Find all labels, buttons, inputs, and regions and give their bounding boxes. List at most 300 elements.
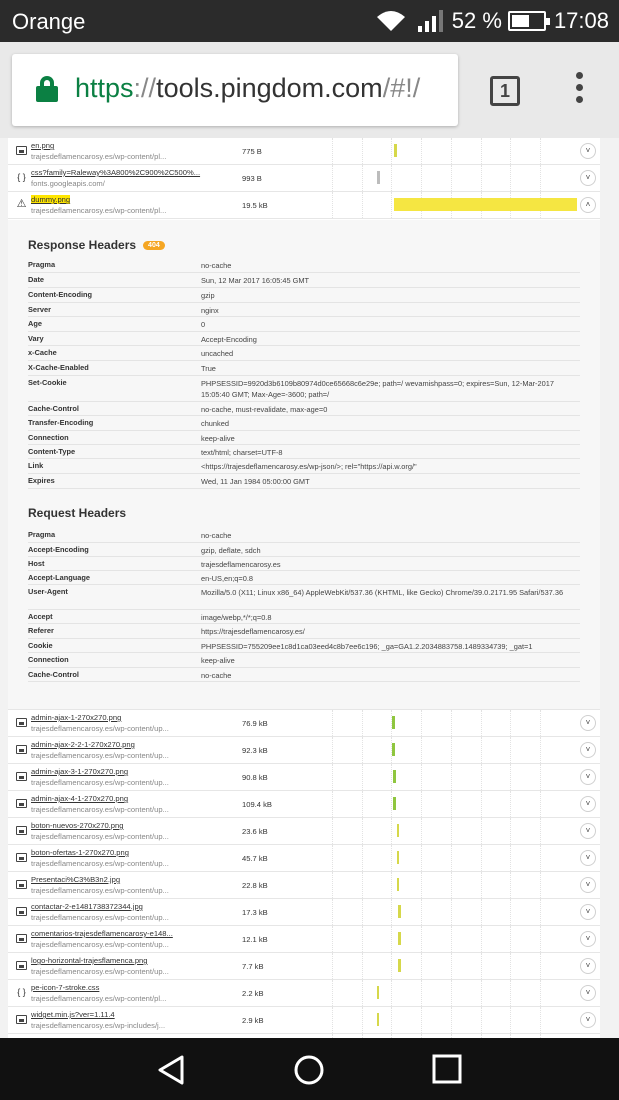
waterfall-track (302, 872, 570, 898)
timeline-gridline (481, 953, 482, 979)
header-key: Pragma (28, 530, 56, 539)
header-value: True (201, 364, 216, 373)
timeline-gridline (540, 953, 541, 979)
back-icon[interactable] (156, 1054, 186, 1086)
timeline-gridline (332, 926, 333, 952)
header-row (28, 303, 580, 317)
file-name-link[interactable]: Presentaci%C3%B3n2.jpg (31, 875, 121, 884)
timeline-gridline (481, 980, 482, 1006)
request-row[interactable] (8, 138, 600, 165)
header-value: keep-alive (201, 656, 235, 665)
header-value: no-cache (201, 531, 232, 540)
timeline-gridline (332, 845, 333, 871)
file-path: trajesdeflamencarosy.es/wp-content/pl... (31, 206, 167, 215)
header-row (28, 317, 580, 332)
timing-bar[interactable] (397, 878, 399, 891)
header-value: PHPSESSID=755209ee1c8d1ca03eed4c8b7ee6c196; _ga=GA1.2.2034883758.1489334739; _gat=1 (201, 642, 533, 651)
header-key: Accept-Encoding (28, 545, 89, 554)
timeline-gridline (481, 845, 482, 871)
carrier-name: Orange (12, 9, 86, 34)
chevron-down-icon[interactable]: ˅ (580, 850, 596, 866)
chevron-down-icon[interactable]: ˅ (580, 1012, 596, 1028)
timeline-gridline (391, 899, 392, 925)
chevron-down-icon[interactable]: ˅ (580, 170, 596, 186)
waterfall-track (302, 953, 570, 979)
timeline-gridline (481, 899, 482, 925)
page-content[interactable] (0, 138, 619, 1038)
file-name-link[interactable]: boton-nuevos-270x270.png (31, 821, 124, 830)
header-row (28, 416, 580, 431)
waterfall-panel (8, 138, 600, 1038)
file-path: fonts.googleapis.com/ (31, 179, 105, 188)
header-key: Pragma (28, 260, 56, 269)
request-headers-title: Request Headers (28, 506, 127, 520)
header-key: Vary (28, 334, 44, 343)
timeline-gridline (332, 818, 333, 844)
waterfall-track (302, 737, 570, 763)
warning-icon: ⚠ (16, 198, 27, 210)
header-value: image/webp,*/*;q=0.8 (201, 613, 272, 622)
header-key: x-Cache (28, 348, 57, 357)
header-row (28, 474, 580, 489)
timeline-gridline (540, 165, 541, 191)
header-row (28, 571, 580, 585)
header-key: Date (28, 275, 45, 284)
header-key: Server (28, 305, 52, 314)
header-row (28, 459, 580, 474)
timeline-gridline (421, 764, 422, 790)
timeline-gridline (421, 1007, 422, 1033)
timeline-gridline (332, 872, 333, 898)
browser-toolbar (0, 42, 619, 138)
timing-bar[interactable] (377, 986, 379, 999)
waterfall-track (302, 845, 570, 871)
file-size: 22.8 kB (242, 881, 268, 890)
waterfall-track (302, 192, 570, 218)
timeline-gridline (421, 791, 422, 817)
timeline-gridline (451, 818, 452, 844)
timeline-gridline (540, 926, 541, 952)
timeline-gridline (332, 1007, 333, 1033)
timeline-gridline (481, 926, 482, 952)
file-path: trajesdeflamencarosy.es/wp-content/up... (31, 805, 169, 814)
header-value: https://trajesdeflamencarosy.es/ (201, 627, 305, 636)
header-key: Cookie (28, 641, 53, 650)
timeline-gridline (540, 845, 541, 871)
waterfall-track (302, 791, 570, 817)
header-key: X-Cache-Enabled (28, 363, 89, 372)
timeline-gridline (451, 138, 452, 164)
response-headers-title: Response Headers 404 (28, 238, 165, 252)
header-row (28, 431, 580, 445)
timing-bar[interactable] (392, 716, 395, 729)
timeline-gridline (362, 926, 363, 952)
header-details (8, 220, 600, 710)
timeline-gridline (362, 1007, 363, 1033)
android-nav-bar (0, 1038, 619, 1100)
timeline-gridline (540, 818, 541, 844)
timeline-gridline (421, 818, 422, 844)
timeline-gridline (421, 926, 422, 952)
header-value: en-US,en;q=0.8 (201, 574, 253, 583)
timeline-gridline (510, 791, 511, 817)
file-size: 19.5 kB (242, 201, 268, 210)
image-file-icon (16, 799, 27, 808)
timing-bar[interactable] (393, 770, 396, 783)
home-icon[interactable] (293, 1054, 325, 1086)
timeline-gridline (540, 764, 541, 790)
timeline-gridline (451, 737, 452, 763)
chevron-down-icon[interactable]: ˅ (580, 904, 596, 920)
image-file-icon (16, 826, 27, 835)
timing-bar[interactable] (398, 932, 400, 945)
status-badge: 404 (143, 241, 165, 250)
header-value: <https://trajesdeflamencarosy.es/wp-json/>; rel="https://api.w.org/" (201, 462, 417, 471)
header-key: Referer (28, 626, 54, 635)
timeline-gridline (362, 165, 363, 191)
chevron-down-icon[interactable]: ˅ (580, 742, 596, 758)
timing-bar[interactable] (394, 144, 396, 157)
header-value: nginx (201, 306, 219, 315)
file-name-link[interactable]: widget.min.js?ver=1.11.4 (31, 1010, 115, 1019)
css-file-icon: { } (17, 987, 26, 997)
file-path: trajesdeflamencarosy.es/wp-content/up... (31, 832, 169, 841)
header-value: gzip (201, 291, 215, 300)
timeline-gridline (391, 845, 392, 871)
timeline-gridline (481, 165, 482, 191)
request-row[interactable] (8, 872, 600, 899)
recents-icon[interactable] (432, 1054, 462, 1084)
file-path: trajesdeflamencarosy.es/wp-includes/j... (31, 1021, 166, 1030)
waterfall-track (302, 980, 570, 1006)
timeline-gridline (510, 138, 511, 164)
header-row (28, 332, 580, 346)
file-name-link[interactable]: contactar-2-e1481738372344.jpg (31, 902, 143, 911)
tab-switcher-button[interactable]: 1 (490, 76, 520, 106)
file-size: 12.1 kB (242, 935, 268, 944)
file-path: trajesdeflamencarosy.es/wp-content/pl... (31, 994, 167, 1003)
battery-percent: 52 % (451, 8, 502, 33)
file-size: 76.9 kB (242, 719, 268, 728)
file-name-link[interactable]: boton-ofertas-1-270x270.png (31, 848, 129, 857)
header-row (28, 528, 580, 543)
timeline-gridline (510, 764, 511, 790)
timeline-gridline (540, 710, 541, 736)
timeline-gridline (362, 845, 363, 871)
timeline-gridline (332, 737, 333, 763)
url-text[interactable]: https://tools.pingdom.com/#!/ (75, 73, 421, 103)
header-row (28, 273, 580, 288)
file-size: 23.6 kB (242, 827, 268, 836)
header-key: Link (28, 461, 44, 470)
file-path: trajesdeflamencarosy.es/wp-content/up... (31, 967, 169, 976)
header-value: Wed, 11 Jan 1984 05:00:00 GMT (201, 477, 310, 486)
file-size: 2.9 kB (242, 1016, 264, 1025)
file-name-link[interactable]: logo-horizontal-trajesflamenca.png (31, 956, 148, 965)
file-path: trajesdeflamencarosy.es/wp-content/up... (31, 859, 169, 868)
waterfall-track (302, 1007, 570, 1033)
request-row[interactable] (8, 980, 600, 1007)
clock: 17:08 (553, 8, 609, 33)
file-name-link[interactable]: css?family=Raleway%3A800%2C900%2C500%... (31, 168, 201, 177)
timeline-gridline (362, 737, 363, 763)
timeline-gridline (332, 764, 333, 790)
timeline-gridline (421, 845, 422, 871)
file-path: trajesdeflamencarosy.es/wp-content/pl... (31, 152, 167, 161)
header-key: Connection (28, 433, 69, 442)
file-name-link[interactable]: dummy.png (31, 195, 71, 204)
chevron-down-icon[interactable]: ˅ (580, 715, 596, 731)
header-row (28, 639, 580, 653)
timeline-gridline (362, 764, 363, 790)
request-row[interactable] (8, 818, 600, 845)
header-row (28, 376, 580, 402)
timeline-gridline (362, 899, 363, 925)
timeline-gridline (421, 165, 422, 191)
chevron-down-icon[interactable]: ˅ (580, 958, 596, 974)
lock-icon[interactable] (36, 76, 58, 102)
header-value: uncached (201, 349, 234, 358)
waterfall-track (302, 138, 570, 164)
timeline-gridline (510, 926, 511, 952)
header-row (28, 258, 580, 273)
header-value: gzip, deflate, sdch (201, 546, 261, 555)
header-key: Content-Encoding (28, 290, 93, 299)
script-file-icon (16, 1015, 27, 1024)
file-path: trajesdeflamencarosy.es/wp-content/up... (31, 751, 169, 760)
timeline-gridline (451, 165, 452, 191)
header-key: Transfer-Encoding (28, 418, 94, 427)
timing-bar[interactable] (398, 905, 400, 918)
file-name-link[interactable]: admin-ajax-3-1-270x270.png (31, 767, 129, 776)
timeline-gridline (451, 1007, 452, 1033)
timeline-gridline (451, 980, 452, 1006)
request-row[interactable] (8, 926, 600, 953)
file-size: 2.2 kB (242, 989, 264, 998)
chevron-down-icon[interactable]: ˅ (580, 931, 596, 947)
header-value: text/html; charset=UTF-8 (201, 448, 283, 457)
image-file-icon (16, 880, 27, 889)
timeline-gridline (362, 791, 363, 817)
file-size: 17.3 kB (242, 908, 268, 917)
request-row[interactable] (8, 165, 600, 192)
file-path: trajesdeflamencarosy.es/wp-content/up... (31, 940, 169, 949)
timeline-gridline (451, 845, 452, 871)
request-row[interactable] (8, 192, 600, 219)
chevron-down-icon[interactable]: ˅ (580, 985, 596, 1001)
file-size: 45.7 kB (242, 854, 268, 863)
overflow-menu-icon[interactable] (572, 72, 586, 108)
timeline-gridline (481, 710, 482, 736)
timing-bar[interactable] (397, 851, 399, 864)
header-row (28, 585, 580, 610)
timeline-gridline (362, 192, 363, 218)
header-value: PHPSESSID=9920d3b6109b80974d0ce65668c6e29e; path=/ wevamishpass=0; expires=Sun, 12-Mar-2017 15:05:40 GMT; Max-Age=-3600; path=/ (201, 379, 554, 399)
timeline-gridline (391, 138, 392, 164)
timing-bar[interactable] (377, 171, 380, 184)
battery-icon (508, 11, 546, 31)
timeline-gridline (332, 710, 333, 736)
chevron-up-icon[interactable]: ˄ (580, 197, 596, 213)
timeline-gridline (540, 980, 541, 1006)
timing-bar[interactable] (397, 824, 399, 837)
css-file-icon: { } (17, 172, 26, 182)
timeline-gridline (391, 953, 392, 979)
header-value: no-cache, must-revalidate, max-age=0 (201, 405, 328, 414)
image-file-icon (16, 907, 27, 916)
file-name-link[interactable]: admin-ajax-4-1-270x270.png (31, 794, 129, 803)
header-value: no-cache (201, 261, 232, 270)
file-name-link[interactable]: en.png (31, 141, 55, 150)
timeline-gridline (421, 710, 422, 736)
timing-bar[interactable] (393, 797, 396, 810)
timeline-gridline (391, 192, 392, 218)
file-path: trajesdeflamencarosy.es/wp-content/up... (31, 778, 169, 787)
timeline-gridline (540, 138, 541, 164)
timeline-gridline (451, 710, 452, 736)
timeline-gridline (510, 980, 511, 1006)
status-bar (0, 0, 619, 42)
header-row (28, 288, 580, 303)
timeline-gridline (481, 737, 482, 763)
header-row (28, 610, 580, 624)
file-size: 775 B (242, 147, 262, 156)
file-name-link[interactable]: admin-ajax-1-270x270.png (31, 713, 122, 722)
timeline-gridline (510, 1007, 511, 1033)
timeline-gridline (421, 899, 422, 925)
timeline-gridline (481, 1007, 482, 1033)
chevron-down-icon[interactable]: ˅ (580, 877, 596, 893)
image-file-icon (16, 772, 27, 781)
timeline-gridline (540, 791, 541, 817)
timeline-gridline (510, 845, 511, 871)
timeline-gridline (332, 980, 333, 1006)
header-key: Age (28, 319, 42, 328)
file-size: 92.3 kB (242, 746, 268, 755)
timeline-gridline (481, 872, 482, 898)
file-size: 993 B (242, 174, 262, 183)
timeline-gridline (510, 818, 511, 844)
header-row (28, 543, 580, 557)
chevron-down-icon[interactable]: ˅ (580, 769, 596, 785)
timeline-gridline (332, 138, 333, 164)
timeline-gridline (391, 818, 392, 844)
timing-bar[interactable] (392, 743, 395, 756)
timeline-gridline (540, 1007, 541, 1033)
timeline-gridline (362, 872, 363, 898)
header-row (28, 668, 580, 682)
request-row[interactable] (8, 953, 600, 980)
waterfall-track (302, 926, 570, 952)
timeline-gridline (451, 953, 452, 979)
image-file-icon (16, 934, 27, 943)
file-size: 7.7 kB (242, 962, 264, 971)
chevron-down-icon[interactable]: ˅ (580, 823, 596, 839)
header-value: 0 (201, 320, 206, 329)
header-value: Accept-Encoding (201, 335, 257, 344)
header-key: Accept (28, 612, 53, 621)
chevron-down-icon[interactable]: ˅ (580, 796, 596, 812)
waterfall-track (302, 764, 570, 790)
timeline-gridline (362, 818, 363, 844)
timeline-gridline (391, 980, 392, 1006)
header-row (28, 445, 580, 459)
waterfall-track (302, 899, 570, 925)
header-key: Accept-Language (28, 573, 91, 582)
header-row (28, 557, 580, 571)
chevron-down-icon[interactable]: ˅ (580, 143, 596, 159)
header-key: Expires (28, 476, 55, 485)
image-file-icon (16, 146, 27, 155)
timeline-gridline (481, 138, 482, 164)
request-row[interactable] (8, 899, 600, 926)
timeline-gridline (510, 737, 511, 763)
file-path: trajesdeflamencarosy.es/wp-content/up... (31, 724, 169, 733)
header-key: Cache-Control (28, 404, 79, 413)
timeline-gridline (391, 872, 392, 898)
request-row[interactable] (8, 710, 600, 737)
timeline-gridline (421, 737, 422, 763)
timeline-gridline (540, 899, 541, 925)
header-value: no-cache (201, 671, 232, 680)
file-path: trajesdeflamencarosy.es/wp-content/up... (31, 886, 169, 895)
timeline-gridline (421, 872, 422, 898)
header-key: Content-Type (28, 447, 76, 456)
timing-bar[interactable] (398, 959, 400, 972)
file-size: 90.8 kB (242, 773, 268, 782)
header-row (28, 361, 580, 376)
file-name-link[interactable]: comentarios-trajesdeflamencarosy-e148... (31, 929, 173, 938)
wifi-icon (376, 9, 406, 33)
timeline-gridline (391, 926, 392, 952)
timeline-gridline (332, 791, 333, 817)
timeline-gridline (332, 953, 333, 979)
timeline-gridline (421, 980, 422, 1006)
url-bar[interactable] (12, 54, 458, 126)
file-name-link[interactable]: pe-icon-7-stroke.css (31, 983, 100, 992)
timeline-gridline (362, 138, 363, 164)
file-name-link[interactable]: admin-ajax-2-2-1-270x270.png (31, 740, 135, 749)
timeline-gridline (510, 710, 511, 736)
timeline-gridline (362, 953, 363, 979)
timing-bar[interactable] (377, 1013, 379, 1026)
request-row[interactable] (8, 764, 600, 791)
header-value: trajesdeflamencarosy.es (201, 560, 281, 569)
waterfall-track (302, 818, 570, 844)
timeline-gridline (510, 899, 511, 925)
request-row[interactable] (8, 737, 600, 764)
request-row[interactable] (8, 791, 600, 818)
timeline-gridline (510, 872, 511, 898)
waterfall-track (302, 710, 570, 736)
image-file-icon (16, 853, 27, 862)
timeline-gridline (451, 872, 452, 898)
image-file-icon (16, 961, 27, 970)
status-indicators (376, 8, 609, 34)
request-row[interactable] (8, 845, 600, 872)
timeline-gridline (451, 926, 452, 952)
timeline-gridline (362, 710, 363, 736)
header-key: Cache-Control (28, 670, 79, 679)
header-value: keep-alive (201, 434, 235, 443)
timeline-gridline (540, 872, 541, 898)
timing-bar[interactable] (394, 198, 576, 211)
timeline-gridline (332, 165, 333, 191)
request-row[interactable] (8, 1007, 600, 1034)
header-key: User-Agent (28, 587, 68, 596)
file-path: trajesdeflamencarosy.es/wp-content/up... (31, 913, 169, 922)
timeline-gridline (451, 899, 452, 925)
